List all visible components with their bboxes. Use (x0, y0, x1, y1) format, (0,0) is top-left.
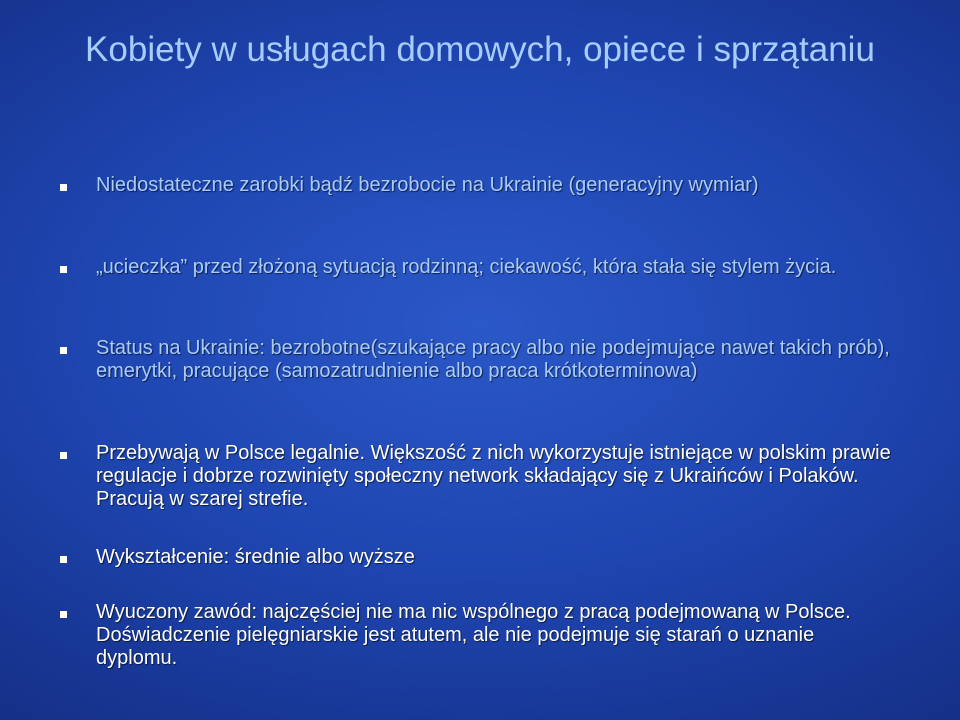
square-bullet-icon (60, 266, 67, 273)
square-bullet-icon (60, 556, 67, 563)
bullet-text: „ucieczka” przed złożoną sytuacją rodzinną; ciekawość, która stała się stylem życia. (96, 256, 837, 278)
square-bullet-icon (60, 347, 67, 354)
bullet-text: Wyuczony zawód: najczęściej nie ma nic wspólnego z pracą podejmowaną w Polsce. Doświadczenie pielęgniarskie jest atutem, ale nie podejmuje się starań o uznanie dyplomu. (96, 601, 851, 669)
square-bullet-icon (60, 611, 67, 618)
bullet-text: Status na Ukrainie: bezrobotne(szukające pracy albo nie podejmujące nawet takich prób), emerytki, pracujące (samozatrudnienie albo praca krótkoterminowa) (96, 337, 890, 382)
slide-title: Kobiety w usługach domowych, opiece i sprzątaniu (85, 30, 875, 69)
bullet-text: Wykształcenie: średnie albo wyższe (96, 546, 415, 568)
square-bullet-icon (60, 452, 67, 459)
bullet-text: Przebywają w Polsce legalnie. Większość z nich wykorzystuje istniejące w polskim prawie regulacje i dobrze rozwinięty społeczny network składający się z Ukraińców i Polaków. Pracują w szarej strefie. (96, 442, 891, 510)
square-bullet-icon (60, 184, 67, 191)
bullet-text: Niedostateczne zarobki bądź bezrobocie na Ukrainie (generacyjny wymiar) (96, 174, 759, 196)
